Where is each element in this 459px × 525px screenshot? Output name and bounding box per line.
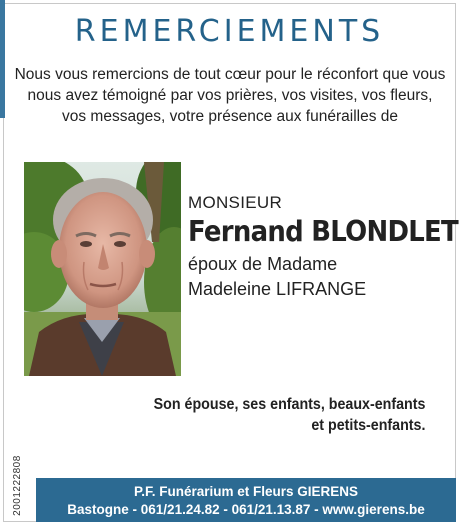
reference-number: 2001222808 [11,455,23,516]
relation-text: époux de Madame [188,254,338,274]
deceased-name: Fernand BLONDLET [188,215,459,248]
footer-line-2: Bastogne - 061/21.24.82 - 061/21.13.87 - www.gierens.be [67,502,425,517]
family-line-2: et petits-enfants. [310,417,425,434]
intro-text: Nous vous remercions de tout cœur pour le réconfort que vous nous avez témoigné par vos prières, vos visites, vos fleurs, vos messages, votre présence aux funérailles de [14,66,446,125]
funeral-home-footer [36,478,456,522]
family-signature [153,394,425,436]
family-line-1: Son épouse, ses enfants, beaux-enfants [153,396,425,413]
spouse-name: Madeleine LIFRANGE [188,279,367,299]
page-title: REMERCIEMENTS [74,14,385,49]
portrait-photo [24,162,181,376]
deceased-info [188,193,459,300]
honorific: MONSIEUR [188,193,283,212]
footer-line-1: P.F. Funérarium et Fleurs GIERENS [133,484,359,499]
